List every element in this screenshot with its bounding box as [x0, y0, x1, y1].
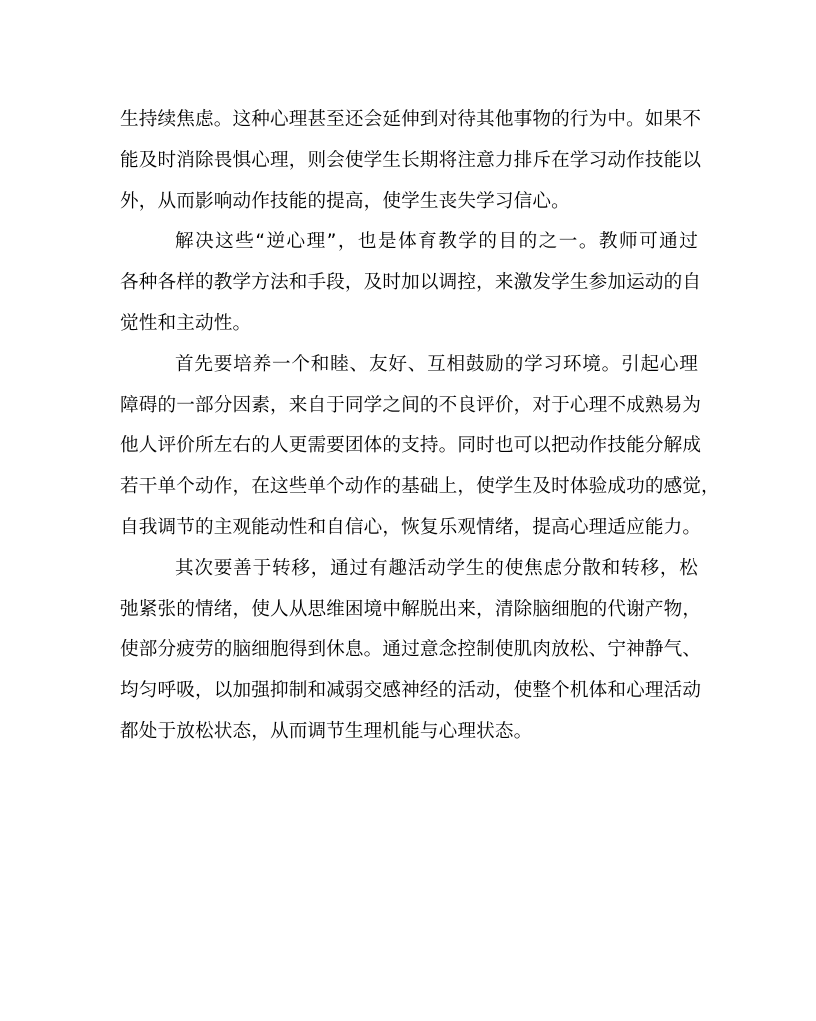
text-line: 觉性和主动性。 [120, 312, 252, 334]
text-line: 外，从而影响动作技能的提高，使学生丧失学习信心。 [120, 190, 570, 212]
text-line: 他人评价所左右的人更需要团体的支持。同时也可以把动作技能分解成 [120, 435, 702, 457]
paragraph [120, 345, 720, 549]
paragraph [120, 100, 702, 222]
text-line: 其次要善于转移，通过有趣活动学生的使焦虑分散和转移，松 [175, 557, 698, 579]
text-line: 各种各样的教学方法和手段，及时加以调控，来激发学生参加运动的自 [120, 272, 702, 294]
text-line: 均匀呼吸，以加强抑制和减弱交感神经的活动，使整个机体和心理活动 [120, 680, 702, 702]
text-line: 能及时消除畏惧心理，则会使学生长期将注意力排斥在学习动作技能以 [120, 149, 702, 171]
text-line: 弛紧张的情绪，使人从思维困境中解脱出来，清除脑细胞的代谢产物， [120, 598, 702, 620]
paragraph [120, 549, 702, 753]
text-line: 解决这些“逆心理”，也是体育教学的目的之一。教师可通过 [175, 231, 698, 253]
text-line: 使部分疲劳的脑细胞得到休息。通过意念控制使肌肉放松、宁神静气、 [120, 639, 702, 661]
document-body [120, 100, 720, 753]
text-line: 都处于放松状态，从而调节生理机能与心理状态。 [120, 720, 533, 742]
text-line: 障碍的一部分因素，来自于同学之间的不良评价，对于心理不成熟易为 [120, 394, 702, 416]
text-line: 生持续焦虑。这种心理甚至还会延伸到对待其他事物的行为中。如果不 [120, 109, 702, 130]
paragraph [120, 222, 702, 344]
text-line: 若干单个动作，在这些单个动作的基础上，使学生及时体验成功的感觉， [120, 476, 720, 498]
text-line: 首先要培养一个和睦、友好、互相鼓励的学习环境。引起心理 [175, 353, 698, 375]
text-line: 自我调节的主观能动性和自信心，恢复乐观情绪，提高心理适应能力。 [120, 516, 702, 538]
